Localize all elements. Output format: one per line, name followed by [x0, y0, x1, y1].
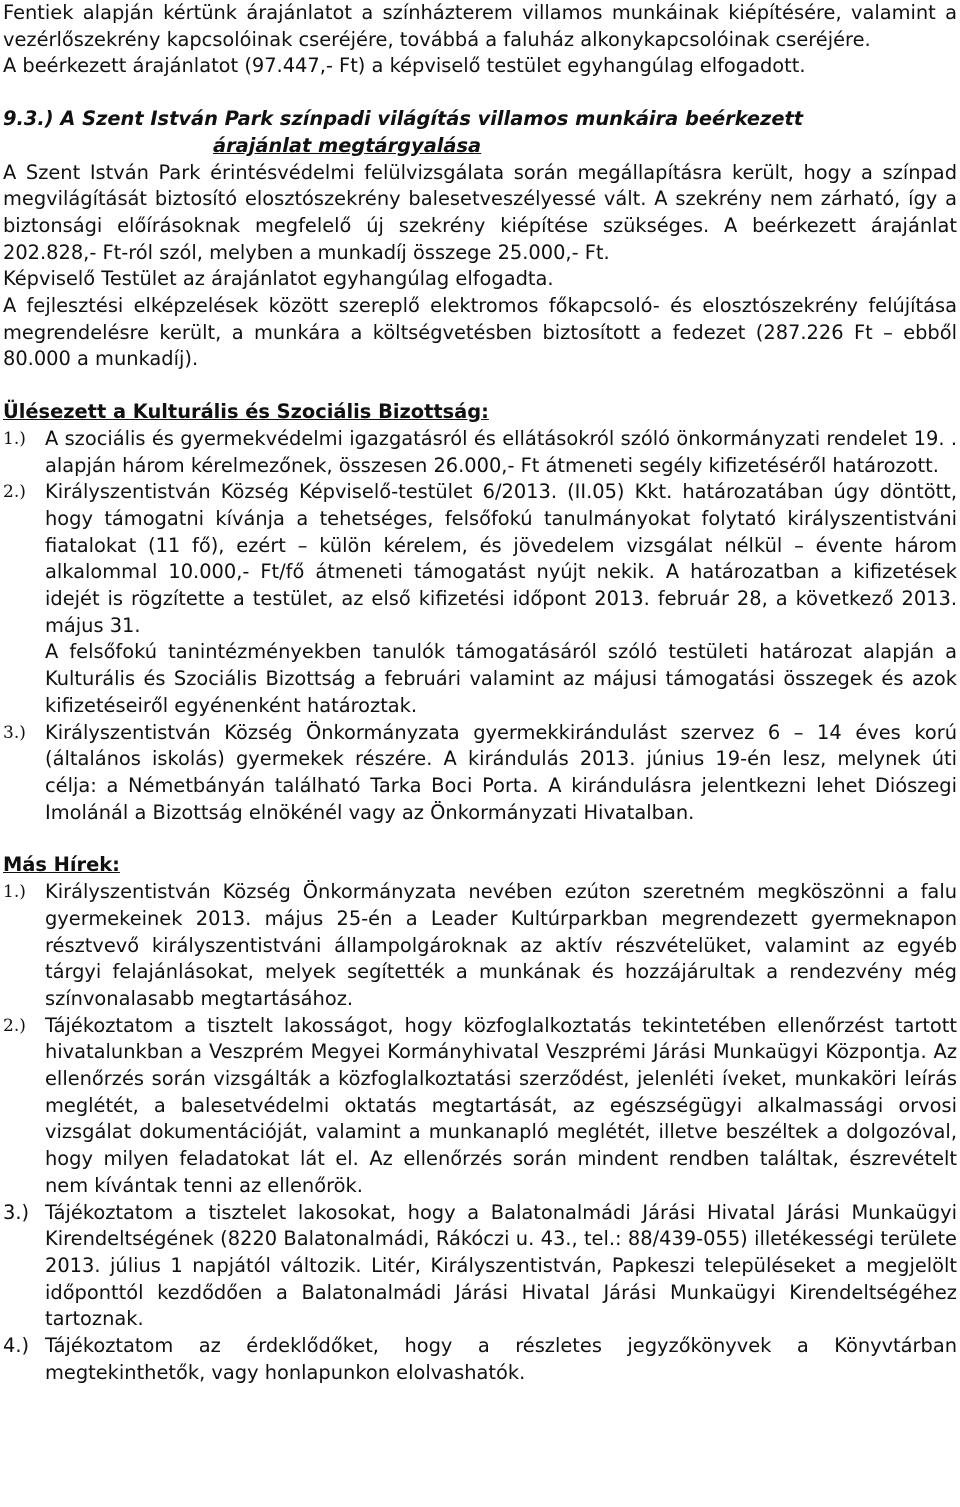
section-heading: [3, 106, 957, 159]
item-text: Királyszentistván Község Képviselő-testület 6/2013. (II.05) Kkt. határozatában úgy döntött, hogy támogatni kívánja a tehetséges, felsőfokú tanulmányokat folytató királyszentistváni fiatalokat (11 fő), ezért – külön kérelem, és jövedelem vizsgálat nélkül – évente három alkalommal 10.000,- Ft/fő átmeneti támogatást nyújt nekik. A határozatban a kifizetések idejét is rögzítette a testület, az első kifizetési időpont 2013. február 28, a következő 2013. május 31.: [45, 480, 957, 637]
list-item: [3, 1333, 957, 1386]
item-number: 3.): [3, 1200, 30, 1224]
item-text: Királyszentistván Község Önkormányzata gyermekkirándulást szervez 6 – 14 éves korú (általános iskolás) gyermekek részére. A kirándulás 2013. június 19-én lesz, melynek úti célja: a Németbányán található Tarka Boci Porta. A kirándulásra jelentkezni lehet Diószegi Imolánál a Bizottság elnökénél vagy az Önkormányzati Hivatalban.: [45, 720, 957, 824]
intro-result-paragraph: A beérkezett árajánlatot (97.447,- Ft) a képviselő testület egyhangúlag elfogadott.: [3, 54, 806, 78]
document-page: [3, 0, 957, 1386]
kulturalis-heading: Ülésezett a Kulturális és Szociális Bizottság:: [3, 400, 489, 424]
list-item: [3, 426, 957, 479]
section-9-3: [3, 106, 957, 373]
item-number: 3.): [3, 722, 26, 743]
item-number: 4.): [3, 1334, 30, 1358]
section-number: 9.3.): [3, 107, 54, 131]
item-number: 1.): [3, 428, 26, 449]
item-text: Tájékoztatom a tisztelt lakosságot, hogy közfoglalkoztatás tekintetében ellenőrzést tartott hivatalunkban a Veszprém Megyei Kormányhivatal Veszprémi Járási Munkaügyi Központja. Az ellenőrzés során vizsgálták a közfoglalkoztatási szerződést, jelenléti íveket, munkaköri leírás meglétét, a balesetvédelmi oktatás megtartását, az egészségügyi alkalmassági orvosi vizsgálat dokumentációját, valamint a munkanapló meglétét, illetve beszéltek a dolgozóval, hogy milyen feladatokat lát el. Az ellenőrzés során mindent rendben találtak, észrevételt nem kívántak tenni az ellenőrök.: [45, 1013, 957, 1197]
item-text: Tájékoztatom a tisztelet lakosokat, hogy a Balatonalmádi Járási Hivatal Járási Munkaügyi Kirendeltségének (8220 Balatonalmádi, Rákóczi u. 43., tel.: 88/439-055) illetékességi területe 2013. július 1 napjától változik. Litér, Királyszentistván, Papkeszi településeket a megjelölt időponttól kezdődően a Balatonalmádi Járási Hivatal Járási Munkaügyi Kirendeltségéhez tartoznak.: [45, 1200, 957, 1331]
list-item: [3, 879, 957, 1013]
item-text: A felsőfokú tanintézményekben tanulók támogatásáról szóló testületi határozat alapján a Kulturális és Szociális Bizottság a februári valamint az májusi támogatási összegek és azok kifizetéseiről egyénenként határoztak.: [45, 640, 957, 717]
list-item: [3, 479, 957, 719]
item-text: Királyszentistván Község Önkormányzata nevében ezúton szeretném megköszönni a falu gyermekeinek 2013. május 25-én a Leader Kultúrparkban megrendezett gyermeknapon résztvevő királyszentistváni állampolgároknak az aktív részvételüket, valamint az egyéb tárgyi felajánlásokat, melyek segítették a munkának és hozzájárultak a rendezvény még színvonalasabb megtartásához.: [45, 880, 957, 1010]
item-number: 2.): [3, 1015, 26, 1036]
list-item: [3, 1013, 957, 1200]
item-number: 2.): [3, 482, 26, 503]
section-title-line2: árajánlat megtárgyalása: [213, 133, 482, 157]
list-item: [3, 1200, 957, 1334]
intro-paragraph: Fentiek alapján kértünk árajánlatot a színházterem villamos munkáinak kiépítésére, valamint a vezérlőszekrény kapcsolóinak cseréjére, továbbá a faluház alkonykapcsolóinak cseréjére.: [3, 1, 957, 51]
mas-hirek-section: [3, 852, 957, 1386]
mas-hirek-heading: Más Hírek:: [3, 853, 120, 877]
item-number: 1.): [3, 882, 26, 903]
section-paragraph: A fejlesztési elképzelések között szereplő elektromos főkapcsoló- és elosztószekrény felújítása megrendelésre került, a munkára a költségvetésben biztosított a fedezet (287.226 Ft – ebből 80.000 a munkadíj).: [3, 294, 957, 371]
section-paragraph: Képviselő Testület az árajánlatot egyhangúlag elfogadta.: [3, 267, 554, 291]
item-text: Tájékoztatom az érdeklődőket, hogy a részletes jegyzőkönyvek a Könyvtárban megtekinthetők, vagy honlapunkon elolvashatók.: [45, 1334, 957, 1384]
item-text: A szociális és gyermekvédelmi igazgatásról és ellátásokról szóló önkormányzati rendelet 19. . alapján három kérelmezőnek, összesen 26.000,- Ft átmeneti segély kifizetéséről határozott.: [45, 426, 957, 477]
intro-block: [3, 0, 957, 80]
section-title-line1: A Szent István Park színpadi világítás villamos munkáira beérkezett: [60, 107, 804, 131]
list-item: [3, 720, 957, 827]
section-paragraph: A Szent István Park érintésvédelmi felülvizsgálata során megállapításra került, hogy a színpad megvilágítását biztosító elosztószekrény balesetveszélyessé vált. A szekrény nem zárható, így a biztonsági előírásoknak megfelelő új szekrény kiépítése szükséges. A beérkezett árajánlat 202.828,- Ft-ról szól, melyben a munkadíj összege 25.000,- Ft.: [3, 160, 957, 264]
kulturalis-section: [3, 399, 957, 826]
